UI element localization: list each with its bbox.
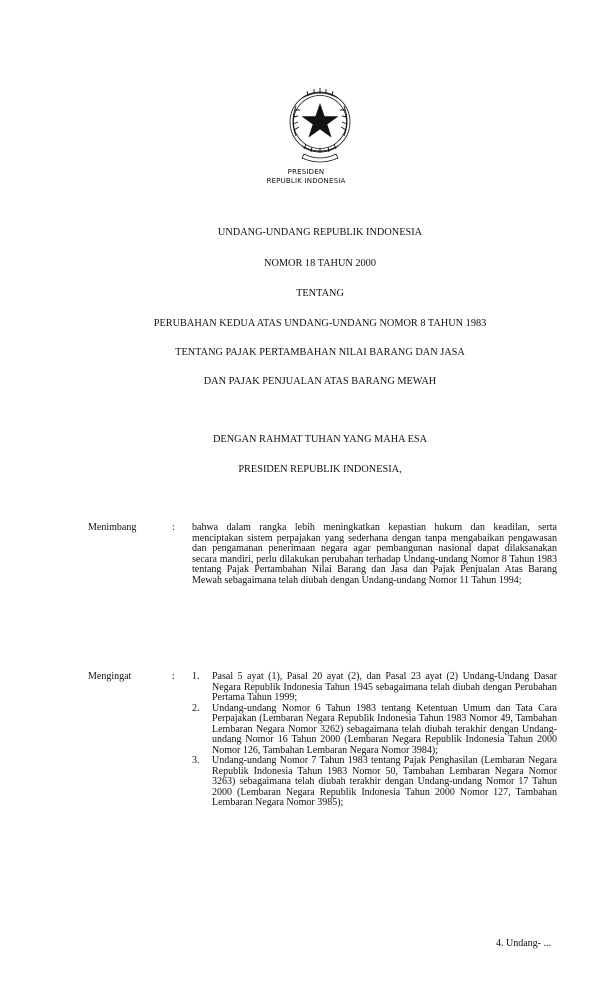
list-item-text: Undang-undang Nomor 6 Tahun 1983 tentang Ketentuan Umum dan Tata Cara Perpajakan (Lembaran Negara Republik Indonesia Tahun 1983 Nomor 49, Tambahan Lembaran Negara Nomor 3262) sebagaimana telah diubah terakhir dengan Undang-undang Nomor 16 Tahun 2000 (Lembaran Negara Republik Indonesia Tahun 2000 Nomor 126, Tambahan Lembaran Negara Nomor 3984); bbox=[212, 702, 557, 756]
law-title: UNDANG-UNDANG REPUBLIK INDONESIA bbox=[217, 227, 423, 238]
preamble-grace: DENGAN RAHMAT TUHAN YANG MAHA ESA bbox=[212, 434, 428, 445]
menimbang-colon: : bbox=[172, 522, 175, 533]
menimbang-label: Menimbang bbox=[88, 522, 137, 533]
garuda-emblem-icon bbox=[282, 84, 358, 164]
law-subject-line-2: TENTANG PAJAK PERTAMBAHAN NILAI BARANG DAN JASA bbox=[175, 347, 465, 358]
mengingat-label: Mengingat bbox=[88, 671, 132, 682]
law-subject-line-3: DAN PAJAK PENJUALAN ATAS BARANG MEWAH bbox=[203, 376, 437, 387]
list-item-text: Pasal 5 ayat (1), Pasal 20 ayat (2), dan Pasal 23 ayat (2) Undang-Undang Dasar Negara Republik Indonesia Tahun 1945 sebagaimana telah diubah dengan Perubahan Pertama Tahun 1999; bbox=[212, 671, 557, 703]
list-item-number: 3. bbox=[192, 755, 200, 766]
list-item-number: 1. bbox=[192, 671, 200, 682]
preamble-president: PRESIDEN REPUBLIK INDONESIA, bbox=[238, 464, 402, 475]
list-item bbox=[192, 672, 557, 704]
list-item bbox=[192, 704, 557, 757]
law-number: NOMOR 18 TAHUN 2000 bbox=[264, 258, 376, 269]
law-subject-line-1: PERUBAHAN KEDUA ATAS UNDANG-UNDANG NOMOR 8 TAHUN 1983 bbox=[153, 318, 487, 329]
list-item bbox=[192, 756, 557, 809]
mengingat-list bbox=[192, 672, 557, 809]
list-item-text: Undang-undang Nomor 7 Tahun 1983 tentang Pajak Penghasilan (Lembaran Negara Republik Indonesia Tahun 1983 Nomor 50, Tambahan Lembaran Negara Nomor 3263) sebagaimana telah diubah terakhir dengan Undang-undang Nomor 17 Tahun 2000 (Lembaran Negara Republik Indonesia Tahun 2000 Nomor 127, Tambahan Lembaran Negara Nomor 3985); bbox=[212, 755, 557, 808]
menimbang-text: bahwa dalam rangka lebih meningkatkan kepastian hukum dan keadilan, serta menciptakan sistem perpajakan yang sederhana dengan tanpa mengabaikan pengawasan dan pengamanan penerimaan negara agar pembangunan nasional dapat dilaksanakan secara mandiri, perlu dilakukan perubahan terhadap Undang-undang Nomor 8 Tahun 1983 tentang Pajak Pertambahan Nilai Barang dan Jasa dan Pajak Penjualan Atas Barang Mewah sebagaimana telah diubah dengan Undang-undang Nomor 11 Tahun 1994; bbox=[192, 522, 557, 586]
list-item-number: 2. bbox=[192, 702, 200, 714]
page-continuation: 4. Undang- ... bbox=[496, 938, 551, 949]
letterhead-subtitle: REPUBLIK INDONESIA bbox=[266, 177, 346, 185]
letterhead-title: PRESIDEN bbox=[287, 168, 325, 176]
mengingat-colon: : bbox=[172, 671, 175, 682]
law-about: TENTANG bbox=[296, 288, 344, 299]
